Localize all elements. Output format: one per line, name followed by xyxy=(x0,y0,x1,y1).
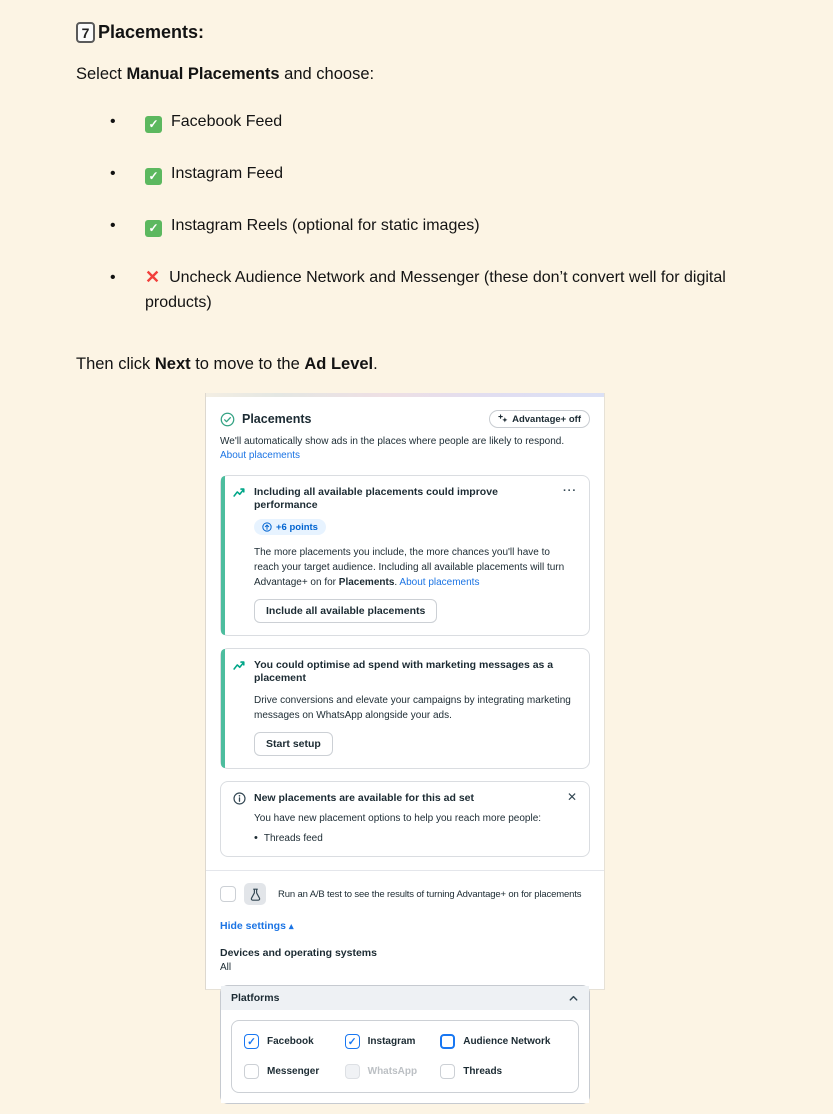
platform-option-instagram[interactable] xyxy=(345,1034,441,1049)
section-heading-text: Placements: xyxy=(98,22,205,42)
intro-pre: Select xyxy=(76,65,127,83)
divider xyxy=(206,870,604,871)
notice-list-item xyxy=(254,832,577,844)
placements-section-header xyxy=(220,410,590,428)
platform-option-facebook[interactable] xyxy=(244,1034,345,1049)
bullet-dot: • xyxy=(254,832,258,844)
ab-test-label: Run an A/B test to see the results of turning Advantage+ on for placements xyxy=(278,888,582,900)
card-body xyxy=(254,545,577,590)
red-cross-icon: ✕ xyxy=(145,267,161,287)
card-body-text: The more placements you include, the more chances you'll have to reach your target audience. Including all available placements will turn Advantage+ on for xyxy=(254,547,565,588)
platform-option-messenger[interactable] xyxy=(244,1064,345,1079)
check-circle-icon xyxy=(220,412,235,427)
devices-label: Devices and operating systems xyxy=(220,947,377,959)
ab-test-checkbox[interactable] xyxy=(220,886,236,902)
checkbox[interactable] xyxy=(345,1034,360,1049)
intro-paragraph xyxy=(76,64,793,84)
platform-label: Facebook xyxy=(267,1036,314,1047)
trending-up-icon xyxy=(233,659,246,672)
panel-description xyxy=(220,435,590,463)
green-check-icon: ✓ xyxy=(145,168,162,185)
card-header xyxy=(233,659,577,685)
card-title: You could optimise ad spend with marketing messages as a placement xyxy=(254,659,554,684)
platforms-title: Platforms xyxy=(231,992,280,1004)
platform-label: Instagram xyxy=(367,1036,416,1047)
green-check-icon: ✓ xyxy=(145,220,162,237)
placements-panel xyxy=(206,397,604,1114)
platform-label: Audience Network xyxy=(463,1036,551,1047)
keycap-7-icon: 7 xyxy=(76,22,95,43)
card-body-text: . xyxy=(394,577,400,588)
card-title: Including all available placements could improve performance xyxy=(254,486,498,511)
green-check-icon: ✓ xyxy=(145,116,162,133)
marketing-messages-card xyxy=(220,648,590,769)
card-title: New placements are available for this ad set xyxy=(254,792,475,804)
advantage-off-label: Advantage+ off xyxy=(512,413,581,425)
chevron-up-icon[interactable] xyxy=(568,993,579,1004)
next-bold: Next xyxy=(154,355,191,373)
ab-test-row xyxy=(220,883,590,905)
placement-checklist xyxy=(76,109,793,315)
list-item xyxy=(76,213,793,238)
new-placements-notice-card xyxy=(220,781,590,857)
points-badge xyxy=(254,519,326,535)
list-item-text: Facebook Feed xyxy=(171,113,283,130)
platforms-header[interactable] xyxy=(221,986,589,1010)
hide-settings-link[interactable] xyxy=(220,920,293,932)
notice-list-item-text: Threads feed xyxy=(263,832,323,844)
trending-up-icon xyxy=(233,486,246,499)
list-item-text: Instagram Feed xyxy=(171,165,284,182)
collapse-arrow-icon: ▴ xyxy=(288,920,294,931)
platform-option-audience-network[interactable] xyxy=(440,1034,566,1049)
platform-label: Messenger xyxy=(267,1066,320,1077)
devices-value: All xyxy=(220,962,232,973)
intro-bold: Manual Placements xyxy=(126,65,280,83)
checkbox[interactable] xyxy=(440,1064,455,1079)
checkbox xyxy=(345,1064,360,1079)
next-pre: Then click xyxy=(76,355,155,373)
platforms-section xyxy=(220,985,590,1104)
next-mid: to move to the xyxy=(190,355,305,373)
arrow-up-circle-icon xyxy=(262,522,272,532)
points-badge-label: +6 points xyxy=(276,521,318,533)
performance-suggestion-card xyxy=(220,475,590,636)
close-icon[interactable]: ✕ xyxy=(566,790,577,804)
section-heading xyxy=(76,22,793,43)
intro-post: and choose: xyxy=(279,65,375,83)
card-body-bold: Placements xyxy=(338,577,395,588)
card-body: Drive conversions and elevate your campaigns by integrating marketing messages on WhatsApp alongside your ads. xyxy=(254,695,571,721)
platform-option-whatsapp xyxy=(345,1064,441,1079)
list-item xyxy=(76,161,793,186)
platform-label: Threads xyxy=(463,1066,503,1077)
include-all-placements-button[interactable]: Include all available placements xyxy=(254,599,437,623)
platform-option-threads[interactable] xyxy=(440,1064,566,1079)
advantage-off-badge[interactable] xyxy=(489,410,590,428)
devices-section xyxy=(220,947,590,973)
card-body: You have new placement options to help you reach more people: xyxy=(254,813,542,824)
start-setup-button[interactable]: Start setup xyxy=(254,732,333,756)
checkbox[interactable] xyxy=(440,1034,455,1049)
advantage-plus-icon xyxy=(498,414,508,424)
checkbox[interactable] xyxy=(244,1034,259,1049)
next-step-paragraph xyxy=(76,354,793,375)
card-header xyxy=(233,792,577,805)
checkbox[interactable] xyxy=(244,1064,259,1079)
platform-label: WhatsApp xyxy=(367,1066,418,1077)
more-options-icon[interactable]: ··· xyxy=(563,485,577,497)
list-item xyxy=(76,109,793,134)
info-icon xyxy=(233,792,246,805)
panel-description-text: We'll automatically show ads in the places where people are likely to respond. xyxy=(220,436,565,447)
card-header xyxy=(233,486,577,512)
platforms-grid xyxy=(231,1020,579,1093)
next-post: . xyxy=(373,355,378,373)
list-item-text: Instagram Reels (optional for static images) xyxy=(171,217,480,234)
panel-title: Placements xyxy=(242,412,312,426)
list-item-text: Uncheck Audience Network and Messenger (these don’t convert well for digital products) xyxy=(145,269,726,311)
about-placements-link[interactable]: About placements xyxy=(220,450,301,461)
next-bold: Ad Level xyxy=(304,355,374,373)
list-item xyxy=(76,265,793,315)
about-placements-link[interactable]: About placements xyxy=(399,577,480,588)
platforms-body xyxy=(221,1010,589,1103)
hide-settings-label: Hide settings xyxy=(220,920,286,932)
flask-icon xyxy=(244,883,266,905)
ads-manager-placements-screenshot xyxy=(205,393,605,1077)
